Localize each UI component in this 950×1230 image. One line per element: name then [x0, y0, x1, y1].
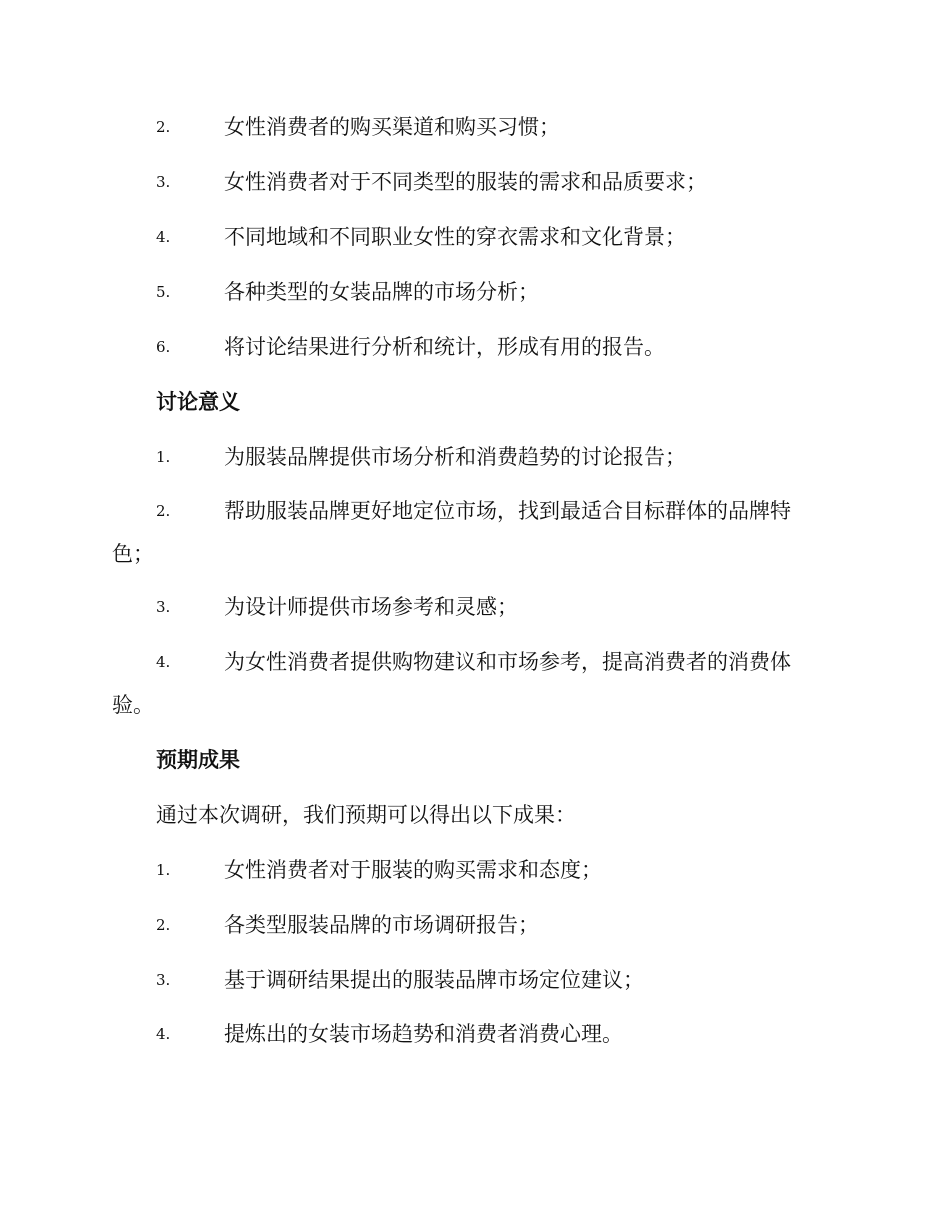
list-number: 2.	[156, 502, 171, 520]
list-number: 2.	[156, 916, 171, 934]
list-number: 4.	[156, 1025, 171, 1043]
list-number: 2.	[156, 118, 171, 136]
list-number: 4.	[156, 228, 171, 246]
list-text: 女性消费者的购买渠道和购买习惯；	[224, 115, 560, 139]
list-text-continuation: 验。	[112, 693, 154, 717]
list-number: 4.	[156, 653, 171, 671]
list-text: 女性消费者对于不同类型的服装的需求和品质要求；	[224, 170, 707, 194]
section-heading: 讨论意义	[156, 390, 240, 414]
list-number: 3.	[156, 173, 171, 191]
list-text: 提炼出的女装市场趋势和消费者消费心理。	[224, 1022, 623, 1046]
list-text: 各类型服装品牌的市场调研报告；	[224, 913, 539, 937]
list-number: 3.	[156, 598, 171, 616]
list-text: 为设计师提供市场参考和灵感；	[224, 595, 518, 619]
list-text: 基于调研结果提出的服装品牌市场定位建议；	[224, 968, 644, 992]
list-number: 6.	[156, 338, 171, 356]
list-number: 1.	[156, 448, 171, 466]
intro-text: 通过本次调研，我们预期可以得出以下成果：	[156, 803, 576, 827]
list-number: 3.	[156, 971, 171, 989]
list-text: 为服装品牌提供市场分析和消费趋势的讨论报告；	[224, 445, 686, 469]
list-number: 5.	[156, 283, 171, 301]
list-text: 女性消费者对于服装的购买需求和态度；	[224, 858, 602, 882]
list-text: 将讨论结果进行分析和统计，形成有用的报告。	[224, 335, 665, 359]
list-number: 1.	[156, 861, 171, 879]
list-text: 不同地域和不同职业女性的穿衣需求和文化背景；	[224, 225, 686, 249]
list-text: 为女性消费者提供购物建议和市场参考，提高消费者的消费体	[224, 650, 791, 674]
list-text: 帮助服装品牌更好地定位市场，找到最适合目标群体的品牌特	[224, 499, 791, 523]
section-heading: 预期成果	[156, 748, 240, 772]
list-text-continuation: 色；	[112, 542, 154, 566]
list-text: 各种类型的女装品牌的市场分析；	[224, 280, 539, 304]
